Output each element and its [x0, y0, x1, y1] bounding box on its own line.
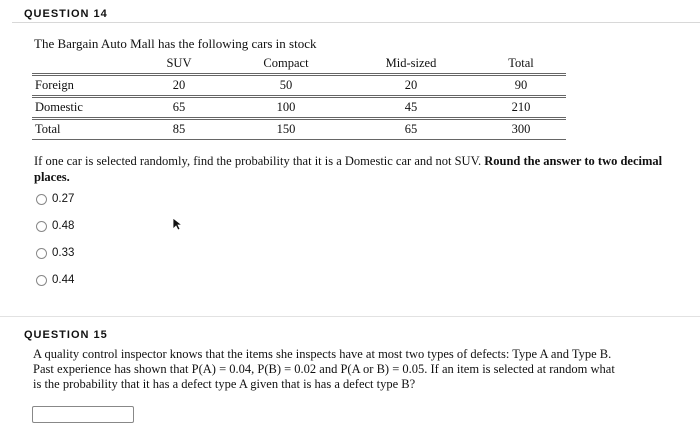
mouse-pointer-icon [172, 217, 184, 231]
question-14-prompt-text: If one car is selected randomly, find the probability that it is a Domestic car and not SUV. [34, 154, 482, 168]
answer-option[interactable] [36, 274, 74, 286]
question-14-header: QUESTION 14 [24, 8, 108, 20]
table-cell: 65 [132, 97, 226, 119]
table-header-cell: Total [476, 54, 566, 75]
table-cell: 100 [226, 97, 346, 119]
table-header-cell: Compact [226, 54, 346, 75]
table-cell: 150 [226, 119, 346, 140]
table-cell: 85 [132, 119, 226, 140]
radio-button-icon[interactable] [36, 221, 47, 232]
question-14-prompt-instruction: Round the answer to two decimal places. [34, 154, 663, 184]
table-cell: Domestic [32, 97, 132, 119]
answer-option-label: 0.44 [52, 274, 75, 286]
question-15-text [33, 347, 673, 392]
question-15-line: is the probability that it has a defect type A given that is has a defect type B? [33, 377, 416, 391]
question-14-prompt [34, 153, 674, 185]
table-header-cell: SUV [132, 54, 226, 75]
table-cell: Total [32, 119, 132, 140]
question-15-line: Past experience has shown that P(A) = 0.04, P(B) = 0.02 and P(A or B) = 0.05. If an item is selected at random what [33, 362, 615, 376]
table-cell: 300 [476, 119, 566, 140]
table-cell: 50 [226, 75, 346, 97]
question-15-header: QUESTION 15 [24, 329, 108, 341]
answer-option-label: 0.48 [52, 220, 75, 232]
radio-button-icon[interactable] [36, 194, 47, 205]
table-cell: 210 [476, 97, 566, 119]
answer-option[interactable] [36, 220, 74, 232]
radio-button-icon[interactable] [36, 248, 47, 259]
table-cell: 65 [346, 119, 476, 140]
answer-input[interactable] [32, 406, 134, 423]
question-15-line: A quality control inspector knows that the items she inspects have at most two types of defects: Type A and Type B. [33, 347, 612, 361]
table-row [32, 75, 566, 97]
table-cell: 45 [346, 97, 476, 119]
table-header-cell [32, 54, 132, 75]
table-cell: 20 [132, 75, 226, 97]
table-cell: Foreign [32, 75, 132, 97]
stock-table [32, 54, 566, 140]
table-cell: 90 [476, 75, 566, 97]
radio-button-icon[interactable] [36, 275, 47, 286]
table-header-row [32, 54, 566, 75]
table-cell: 20 [346, 75, 476, 97]
table-row [32, 119, 566, 140]
table-header-cell: Mid-sized [346, 54, 476, 75]
table-row [32, 97, 566, 119]
question-14-stem: The Bargain Auto Mall has the following cars in stock [34, 36, 317, 51]
answer-option-label: 0.33 [52, 247, 75, 259]
answer-option[interactable] [36, 247, 74, 259]
answer-option-label: 0.27 [52, 193, 75, 205]
answer-option[interactable] [36, 193, 74, 205]
